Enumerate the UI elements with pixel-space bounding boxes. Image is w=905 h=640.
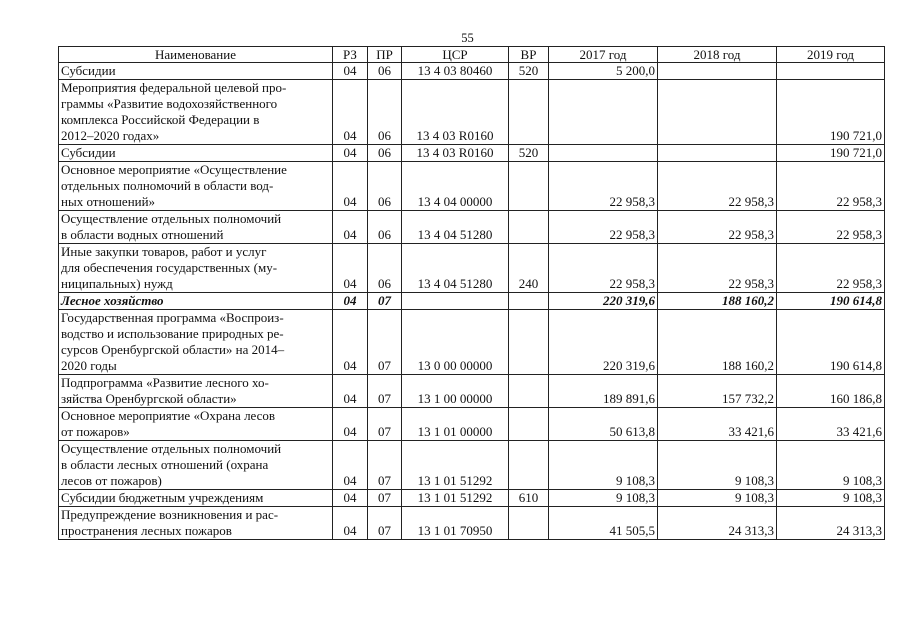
cell-name-line: лесов от пожаров) — [61, 473, 162, 488]
cell-2019: 24 313,3 — [777, 507, 885, 540]
cell-2019: 190 614,8 — [777, 293, 885, 310]
cell-csr: 13 4 04 00000 — [402, 162, 509, 211]
cell-vr — [509, 408, 549, 441]
table-row — [59, 441, 885, 490]
cell-vr: 520 — [509, 63, 549, 80]
cell-pr: 07 — [368, 375, 402, 408]
cell-name-line: Осуществление отдельных полномочий — [61, 211, 282, 226]
cell-rz: 04 — [333, 63, 368, 80]
table-row — [59, 244, 885, 293]
cell-pr: 06 — [368, 244, 402, 293]
table-row — [59, 162, 885, 211]
cell-pr: 06 — [368, 162, 402, 211]
cell-rz: 04 — [333, 145, 368, 162]
header-rz: РЗ — [333, 47, 368, 63]
cell-name-line: граммы «Развитие водохозяйственного — [61, 96, 278, 111]
cell-name — [59, 63, 333, 80]
cell-2018: 9 108,3 — [658, 441, 777, 490]
cell-2017: 22 958,3 — [549, 244, 658, 293]
cell-2017: 9 108,3 — [549, 441, 658, 490]
cell-name-line: Субсидии — [61, 145, 116, 160]
cell-name-line: Мероприятия федеральной целевой про- — [61, 80, 287, 95]
cell-2017: 5 200,0 — [549, 63, 658, 80]
cell-csr: 13 4 03 80460 — [402, 63, 509, 80]
cell-name — [59, 310, 333, 375]
table-row — [59, 310, 885, 375]
cell-name — [59, 408, 333, 441]
cell-2018: 22 958,3 — [658, 211, 777, 244]
cell-name — [59, 211, 333, 244]
cell-2017: 220 319,6 — [549, 293, 658, 310]
cell-2019: 160 186,8 — [777, 375, 885, 408]
cell-2019 — [777, 63, 885, 80]
cell-pr: 07 — [368, 293, 402, 310]
cell-name-line: отдельных полномочий в области вод- — [61, 178, 274, 193]
budget-table — [58, 46, 885, 540]
cell-rz: 04 — [333, 211, 368, 244]
cell-name-line: сурсов Оренбургской области» на 2014– — [61, 342, 285, 357]
cell-name — [59, 145, 333, 162]
cell-rz: 04 — [333, 441, 368, 490]
cell-name-line: Иные закупки товаров, работ и услуг — [61, 244, 267, 259]
cell-vr — [509, 441, 549, 490]
cell-rz: 04 — [333, 244, 368, 293]
cell-csr: 13 4 04 51280 — [402, 211, 509, 244]
table-header-row — [59, 47, 885, 63]
cell-csr: 13 0 00 00000 — [402, 310, 509, 375]
cell-name — [59, 490, 333, 507]
cell-name-line: водство и использование природных ре- — [61, 326, 284, 341]
cell-csr: 13 1 00 00000 — [402, 375, 509, 408]
cell-name-line: Основное мероприятие «Охрана лесов — [61, 408, 276, 423]
cell-vr — [509, 293, 549, 310]
cell-name — [59, 507, 333, 540]
cell-name-line: Государственная программа «Воспроиз- — [61, 310, 284, 325]
cell-vr: 610 — [509, 490, 549, 507]
cell-2017 — [549, 145, 658, 162]
table-body — [59, 63, 885, 540]
cell-pr: 07 — [368, 441, 402, 490]
cell-name-line: в области водных отношений — [61, 227, 224, 242]
cell-vr — [509, 375, 549, 408]
table-row — [59, 408, 885, 441]
cell-rz: 04 — [333, 80, 368, 145]
cell-2017 — [549, 80, 658, 145]
cell-2017: 50 613,8 — [549, 408, 658, 441]
cell-name-line: для обеспечения государственных (му- — [61, 260, 278, 275]
cell-vr — [509, 80, 549, 145]
cell-vr — [509, 310, 549, 375]
table-row — [59, 63, 885, 80]
cell-name — [59, 162, 333, 211]
cell-csr: 13 1 01 51292 — [402, 490, 509, 507]
cell-name-line: от пожаров» — [61, 424, 130, 439]
cell-2018: 22 958,3 — [658, 162, 777, 211]
table-row — [59, 145, 885, 162]
cell-2018: 188 160,2 — [658, 293, 777, 310]
cell-2019: 190 614,8 — [777, 310, 885, 375]
table-row — [59, 80, 885, 145]
table-row — [59, 375, 885, 408]
cell-name-line: в области лесных отношений (охрана — [61, 457, 269, 472]
cell-name-line: Предупреждение возникновения и рас- — [61, 507, 279, 522]
cell-name-line: 2012–2020 годах» — [61, 128, 160, 143]
header-vr: ВР — [509, 47, 549, 63]
cell-csr: 13 4 04 51280 — [402, 244, 509, 293]
table-row — [59, 507, 885, 540]
cell-name-line: зяйства Оренбургской области» — [61, 391, 237, 406]
cell-2017: 22 958,3 — [549, 162, 658, 211]
cell-vr: 240 — [509, 244, 549, 293]
cell-rz: 04 — [333, 408, 368, 441]
cell-name — [59, 80, 333, 145]
cell-pr: 06 — [368, 63, 402, 80]
cell-name-line: 2020 годы — [61, 358, 117, 373]
cell-rz: 04 — [333, 490, 368, 507]
cell-name-line: ных отношений» — [61, 194, 156, 209]
cell-name — [59, 293, 333, 310]
cell-2018: 22 958,3 — [658, 244, 777, 293]
cell-2019: 22 958,3 — [777, 162, 885, 211]
cell-pr: 06 — [368, 211, 402, 244]
cell-2017: 9 108,3 — [549, 490, 658, 507]
cell-2019: 22 958,3 — [777, 211, 885, 244]
cell-rz: 04 — [333, 507, 368, 540]
cell-2018 — [658, 63, 777, 80]
cell-rz: 04 — [333, 310, 368, 375]
header-csr: ЦСР — [402, 47, 509, 63]
cell-name — [59, 441, 333, 490]
cell-2017: 41 505,5 — [549, 507, 658, 540]
cell-2017: 22 958,3 — [549, 211, 658, 244]
cell-name-line: Лесное хозяйство — [61, 293, 164, 308]
cell-2019: 190 721,0 — [777, 80, 885, 145]
header-2019: 2019 год — [777, 47, 885, 63]
cell-pr: 07 — [368, 507, 402, 540]
cell-name-line: Основное мероприятие «Осуществление — [61, 162, 287, 177]
cell-2018: 157 732,2 — [658, 375, 777, 408]
cell-rz: 04 — [333, 162, 368, 211]
cell-csr: 13 1 01 70950 — [402, 507, 509, 540]
cell-name-line: Подпрограмма «Развитие лесного хо- — [61, 375, 269, 390]
cell-2018 — [658, 145, 777, 162]
cell-pr: 07 — [368, 490, 402, 507]
cell-2018: 188 160,2 — [658, 310, 777, 375]
cell-name-line: ниципальных) нужд — [61, 276, 173, 291]
cell-vr: 520 — [509, 145, 549, 162]
cell-name-line: Субсидии — [61, 63, 116, 78]
cell-pr: 07 — [368, 408, 402, 441]
cell-name — [59, 244, 333, 293]
cell-csr: 13 4 03 R0160 — [402, 80, 509, 145]
cell-pr: 07 — [368, 310, 402, 375]
header-pr: ПР — [368, 47, 402, 63]
cell-vr — [509, 507, 549, 540]
cell-name-line: Субсидии бюджетным учреждениям — [61, 490, 264, 505]
cell-2018: 24 313,3 — [658, 507, 777, 540]
cell-name-line: комплекса Российской Федерации в — [61, 112, 260, 127]
cell-csr: 13 1 01 00000 — [402, 408, 509, 441]
cell-vr — [509, 211, 549, 244]
cell-csr — [402, 293, 509, 310]
table-row — [59, 490, 885, 507]
table-row — [59, 293, 885, 310]
cell-2018: 9 108,3 — [658, 490, 777, 507]
cell-name — [59, 375, 333, 408]
cell-pr: 06 — [368, 145, 402, 162]
cell-csr: 13 4 03 R0160 — [402, 145, 509, 162]
header-2018: 2018 год — [658, 47, 777, 63]
header-name: Наименование — [59, 47, 333, 63]
table-row — [59, 211, 885, 244]
cell-vr — [509, 162, 549, 211]
cell-2017: 189 891,6 — [549, 375, 658, 408]
cell-rz: 04 — [333, 293, 368, 310]
cell-pr: 06 — [368, 80, 402, 145]
cell-2019: 33 421,6 — [777, 408, 885, 441]
cell-2019: 9 108,3 — [777, 441, 885, 490]
header-2017: 2017 год — [549, 47, 658, 63]
cell-2017: 220 319,6 — [549, 310, 658, 375]
cell-name-line: Осуществление отдельных полномочий — [61, 441, 282, 456]
cell-rz: 04 — [333, 375, 368, 408]
cell-2018: 33 421,6 — [658, 408, 777, 441]
cell-2018 — [658, 80, 777, 145]
page-number: 55 — [461, 31, 474, 45]
cell-2019: 9 108,3 — [777, 490, 885, 507]
cell-2019: 22 958,3 — [777, 244, 885, 293]
cell-name-line: пространения лесных пожаров — [61, 523, 232, 538]
cell-2019: 190 721,0 — [777, 145, 885, 162]
cell-csr: 13 1 01 51292 — [402, 441, 509, 490]
